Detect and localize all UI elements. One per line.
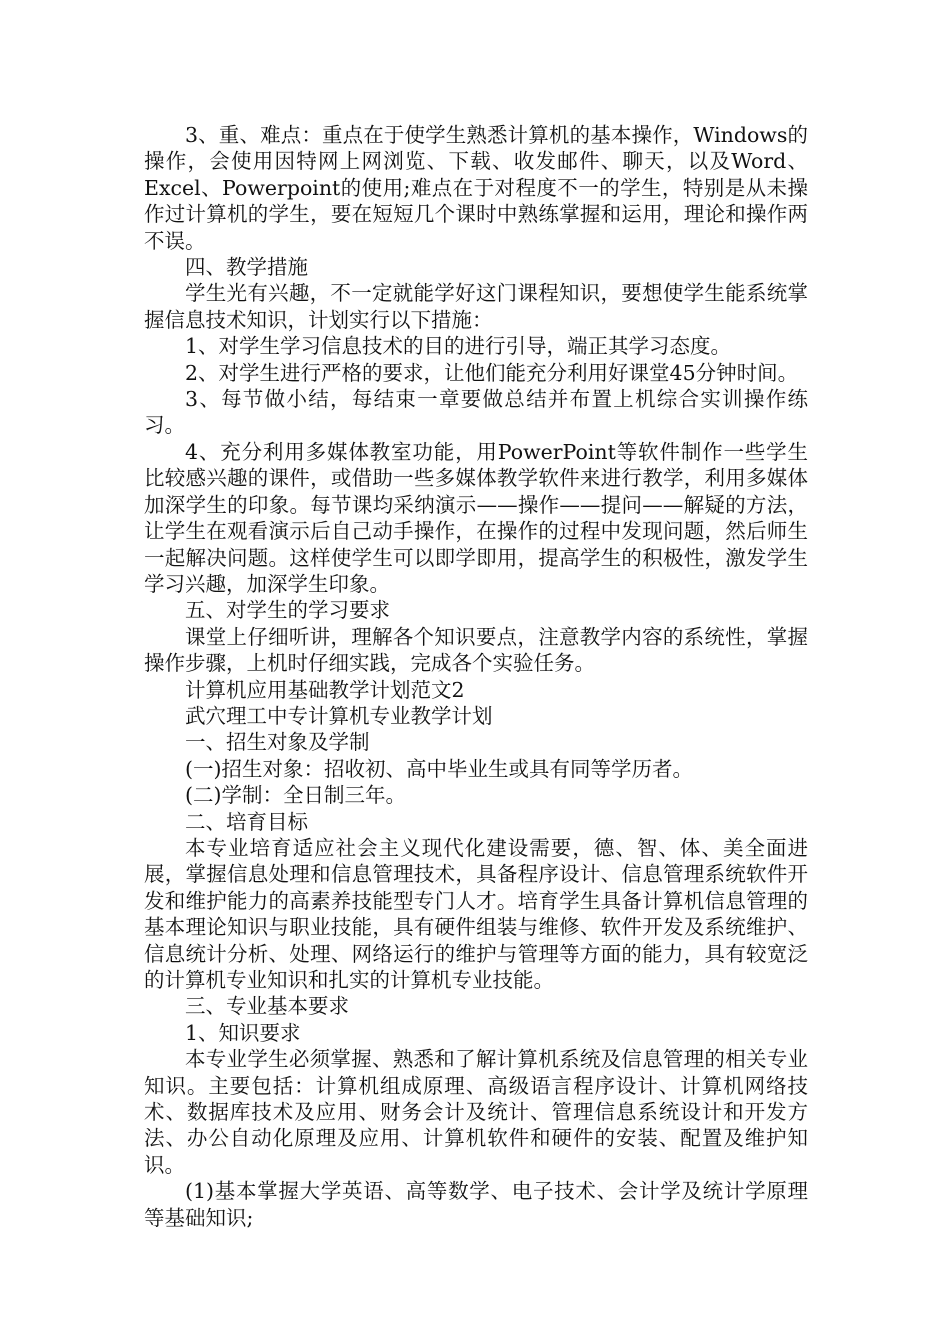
document-page <box>144 122 808 1231</box>
heading-school-plan: 武穴理工中专计算机专业教学计划 <box>185 703 493 728</box>
heading-training-goal: 二、培育目标 <box>185 809 308 834</box>
paragraph-measure-2: 2、对学生进行严格的要求，让他们能充分利用好课堂45分钟时间。 <box>185 360 799 385</box>
paragraph-measure-4: 4、充分利用多媒体教室功能，用PowerPoint等软件制作一些学生比较感兴趣的课件，或借助一些多媒体教学软件来进行教学，利用多媒体加深学生的印象。每节课均采纳演示——操作——提问——解疑的方法，让学生在观看演示后自己动手操作，在操作的过程中发现问题，然后师生一起解决问题。这样使学生可以即学即用，提高学生的积极性，激发学生学习兴趣，加深学生印象。 <box>144 439 808 596</box>
paragraph-learning-requirements: 课堂上仔细听讲，理解各个知识要点，注意教学内容的系统性，掌握操作步骤，上机时仔细实践，完成各个实验任务。 <box>144 624 808 676</box>
paragraph-measures-intro: 学生光有兴趣，不一定就能学好这门课程知识，要想使学生能系统掌握信息技术知识，计划实行以下措施： <box>144 281 808 332</box>
heading-teaching-measures: 四、教学措施 <box>185 255 308 280</box>
paragraph-enrollment-target: (一)招生对象：招收初、高中毕业生或具有同等学历者。 <box>185 756 693 781</box>
paragraph-key-points: 3、重、难点：重点在于使学生熟悉计算机的基本操作，Windows的操作，会使用因特网上网浏览、下载、收发邮件、聊天，以及Word、Excel、Powerpoint的使用;难点在于对程度不一的学生，特别是从未操作过计算机的学生，要在短短几个课时中熟练掌握和运用，理论和操作两不误。 <box>144 123 808 253</box>
heading-sample-2: 计算机应用基础教学计划范文2 <box>185 677 465 702</box>
paragraph-measure-1: 1、对学生学习信息技术的目的进行引导，端正其学习态度。 <box>185 334 732 359</box>
heading-learning-requirements: 五、对学生的学习要求 <box>185 598 390 623</box>
paragraph-measure-3: 3、每节做小结，每结束一章要做总结并布置上机综合实训操作练习。 <box>144 387 808 438</box>
paragraph-knowledge-item-1: (1)基本掌握大学英语、高等数学、电子技术、会计学及统计学原理等基础知识; <box>144 1179 808 1230</box>
heading-enrollment: 一、招生对象及学制 <box>185 730 370 755</box>
paragraph-knowledge-requirements: 本专业学生必须掌握、熟悉和了解计算机系统及信息管理的相关专业知识。主要包括：计算机组成原理、高级语言程序设计、计算机网络技术、数据库技术及应用、财务会计及统计、管理信息系统设计和开发方法、办公自动化原理及应用、计算机软件和硬件的安装、配置及维护知识。 <box>144 1047 808 1177</box>
paragraph-study-duration: (二)学制：全日制三年。 <box>185 783 406 808</box>
heading-knowledge-requirements: 1、知识要求 <box>185 1020 301 1045</box>
heading-basic-requirements: 三、专业基本要求 <box>185 994 349 1019</box>
paragraph-training-goal: 本专业培育适应社会主义现代化建设需要，德、智、体、美全面进展，掌握信息处理和信息管理技术，具备程序设计、信息管理系统软件开发和维护能力的高素养技能型专门人才。培育学生具备计算机信息管理的基本理论知识与职业技能，具有硬件组装与维修、软件开发及系统维护、信息统计分析、处理、网络运行的维护与管理等方面的能力，具有较宽泛的计算机专业知识和扎实的计算机专业技能。 <box>144 835 808 992</box>
